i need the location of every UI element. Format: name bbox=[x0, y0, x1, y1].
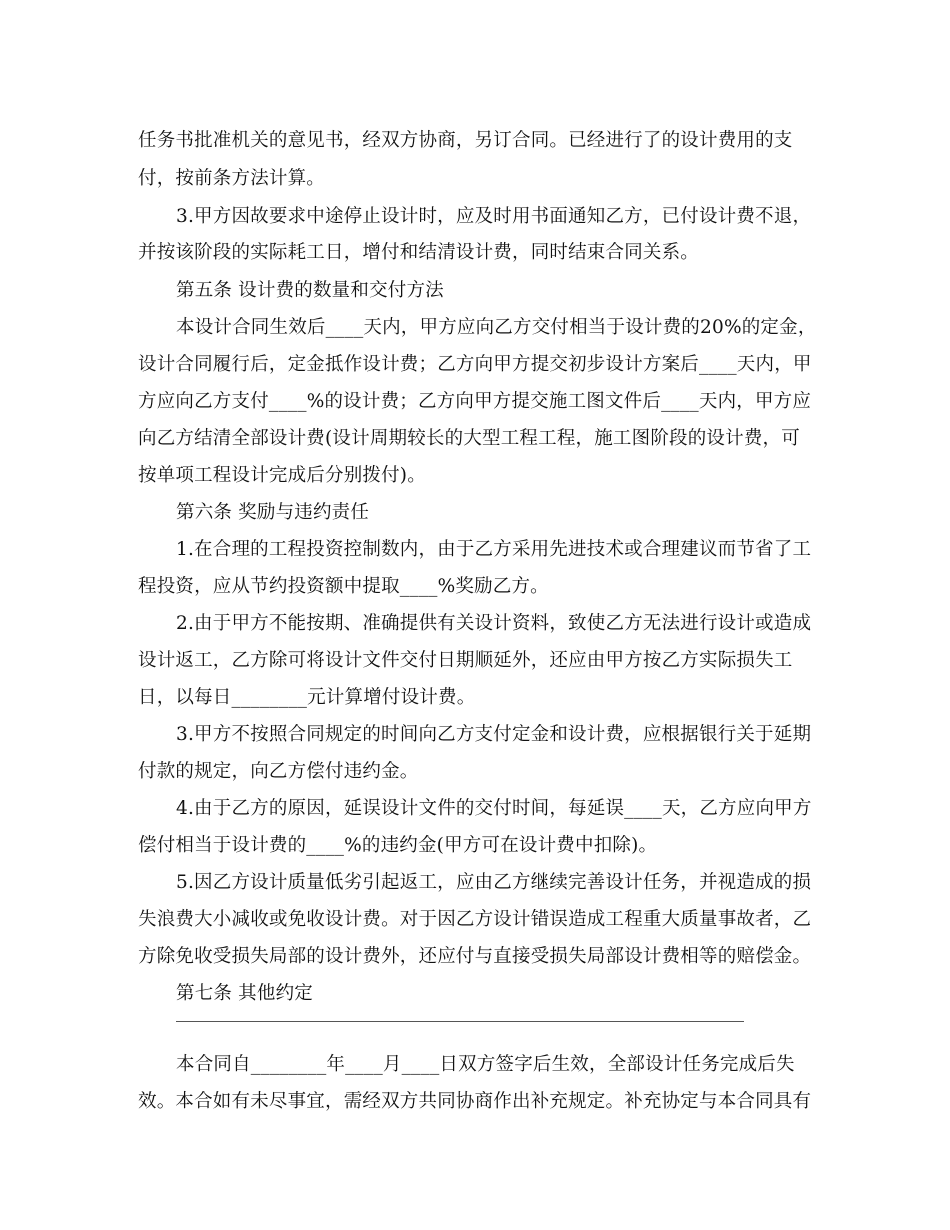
text-line: 方应向乙方支付____%的设计费；乙方向甲方提交施工图文件后____天内，甲方应 bbox=[138, 391, 812, 412]
section-heading: 第六条 奖励与违约责任 bbox=[176, 502, 370, 523]
text-line: 偿付相当于设计费的____%的违约金(甲方可在设计费中扣除)。 bbox=[138, 835, 658, 856]
text-line: 付，按前条方法计算。 bbox=[138, 168, 326, 189]
section-heading: 第七条 其他约定 bbox=[176, 983, 313, 1004]
text-line: 方除免收受损失局部的设计费外，还应付与直接受损失局部设计费相等的赔偿金。 bbox=[138, 946, 812, 967]
text-line: 1.在合理的工程投资控制数内，由于乙方采用先进技术或合理建议而节省了工 bbox=[176, 539, 812, 560]
text-line: 设计合同履行后，定金抵作设计费；乙方向甲方提交初步设计方案后____天内，甲 bbox=[138, 354, 812, 375]
text-line: 2.由于甲方不能按期、准确提供有关设计资料，致使乙方无法进行设计或造成 bbox=[176, 613, 812, 634]
text-line: 任务书批准机关的意见书，经双方协商，另订合同。已经进行了的设计费用的支 bbox=[138, 130, 793, 151]
text-line: 程投资，应从节约投资额中提取____%奖励乙方。 bbox=[138, 576, 549, 597]
text-line: 按单项工程设计完成后分别拨付)。 bbox=[138, 465, 426, 486]
text-line: 本设计合同生效后____天内，甲方应向乙方交付相当于设计费的20%的定金， bbox=[176, 317, 817, 338]
text-line: 5.因乙方设计质量低劣引起返工，应由乙方继续完善设计任务，并视造成的损 bbox=[176, 872, 812, 893]
text-line: 设计返工，乙方除可将设计文件交付日期顺延外，还应由甲方按乙方实际损失工 bbox=[138, 650, 793, 671]
text-line: 4.由于乙方的原因，延误设计文件的交付时间，每延误____天，乙方应向甲方 bbox=[176, 798, 812, 819]
text-line: 向乙方结清全部设计费(设计周期较长的大型工程工程，施工图阶段的设计费，可 bbox=[138, 428, 800, 449]
section-heading: 第五条 设计费的数量和交付方法 bbox=[176, 280, 444, 301]
text-line: 3.甲方因故要求中途停止设计时，应及时用书面通知乙方，已付设计费不退， bbox=[176, 206, 812, 227]
text-line: 日，以每日________元计算增付设计费。 bbox=[138, 687, 476, 708]
text-line: 失浪费大小减收或免收设计费。对于因乙方设计错误造成工程重大质量事故者，乙 bbox=[138, 909, 812, 930]
text-line: 3.甲方不按照合同规定的时间向乙方支付定金和设计费，应根据银行关于延期 bbox=[176, 724, 812, 745]
text-line: 本合同自________年____月____日双方签字后生效，全部设计任务完成后失 bbox=[176, 1054, 795, 1075]
text-line: 并按该阶段的实际耗工日，增付和结清设计费，同时结束合同关系。 bbox=[138, 242, 700, 263]
blank-fill-line bbox=[176, 1021, 744, 1022]
text-line: 付款的规定，向乙方偿付违约金。 bbox=[138, 761, 419, 782]
text-line: 效。本合如有未尽事宜，需经双方共同协商作出补充规定。补充协定与本合同具有 bbox=[138, 1091, 812, 1112]
